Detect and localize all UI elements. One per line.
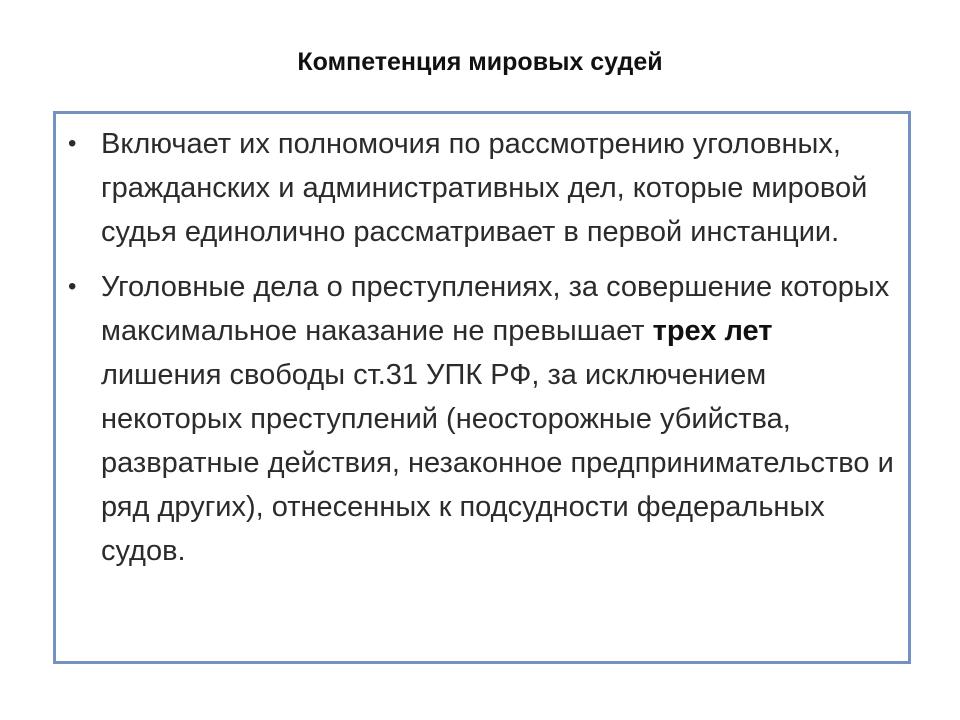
bullet-text: Включает их полномочия по рассмотрению уголовных, гражданских и административных дел, которые мировой судья единолично рассматривает в первой инстанции. bbox=[101, 128, 868, 248]
bullet-dot-icon: • bbox=[68, 130, 77, 157]
bullet-text-after: лишения свободы ст.31 УПК РФ, за исключением некоторых преступлений (неосторожные убийства, развратные действия, незаконное предпринимательство и ряд других), отнесенных к подсудности федеральных судов. bbox=[101, 359, 894, 567]
content-box bbox=[53, 111, 911, 664]
bullet-dot-icon: • bbox=[68, 273, 77, 300]
bullet-text bbox=[101, 265, 894, 573]
slide-title: Компетенция мировых судей bbox=[297, 48, 663, 76]
bullet-text-before: Уголовные дела о преступлениях, за совершение которых максимальное наказание не превышает bbox=[101, 271, 890, 347]
bullet-item-criminal-cases bbox=[56, 265, 908, 573]
bullet-list bbox=[56, 122, 908, 573]
bullet-item-competence bbox=[56, 122, 908, 254]
bullet-text-emphasis: трех лет bbox=[652, 315, 773, 347]
